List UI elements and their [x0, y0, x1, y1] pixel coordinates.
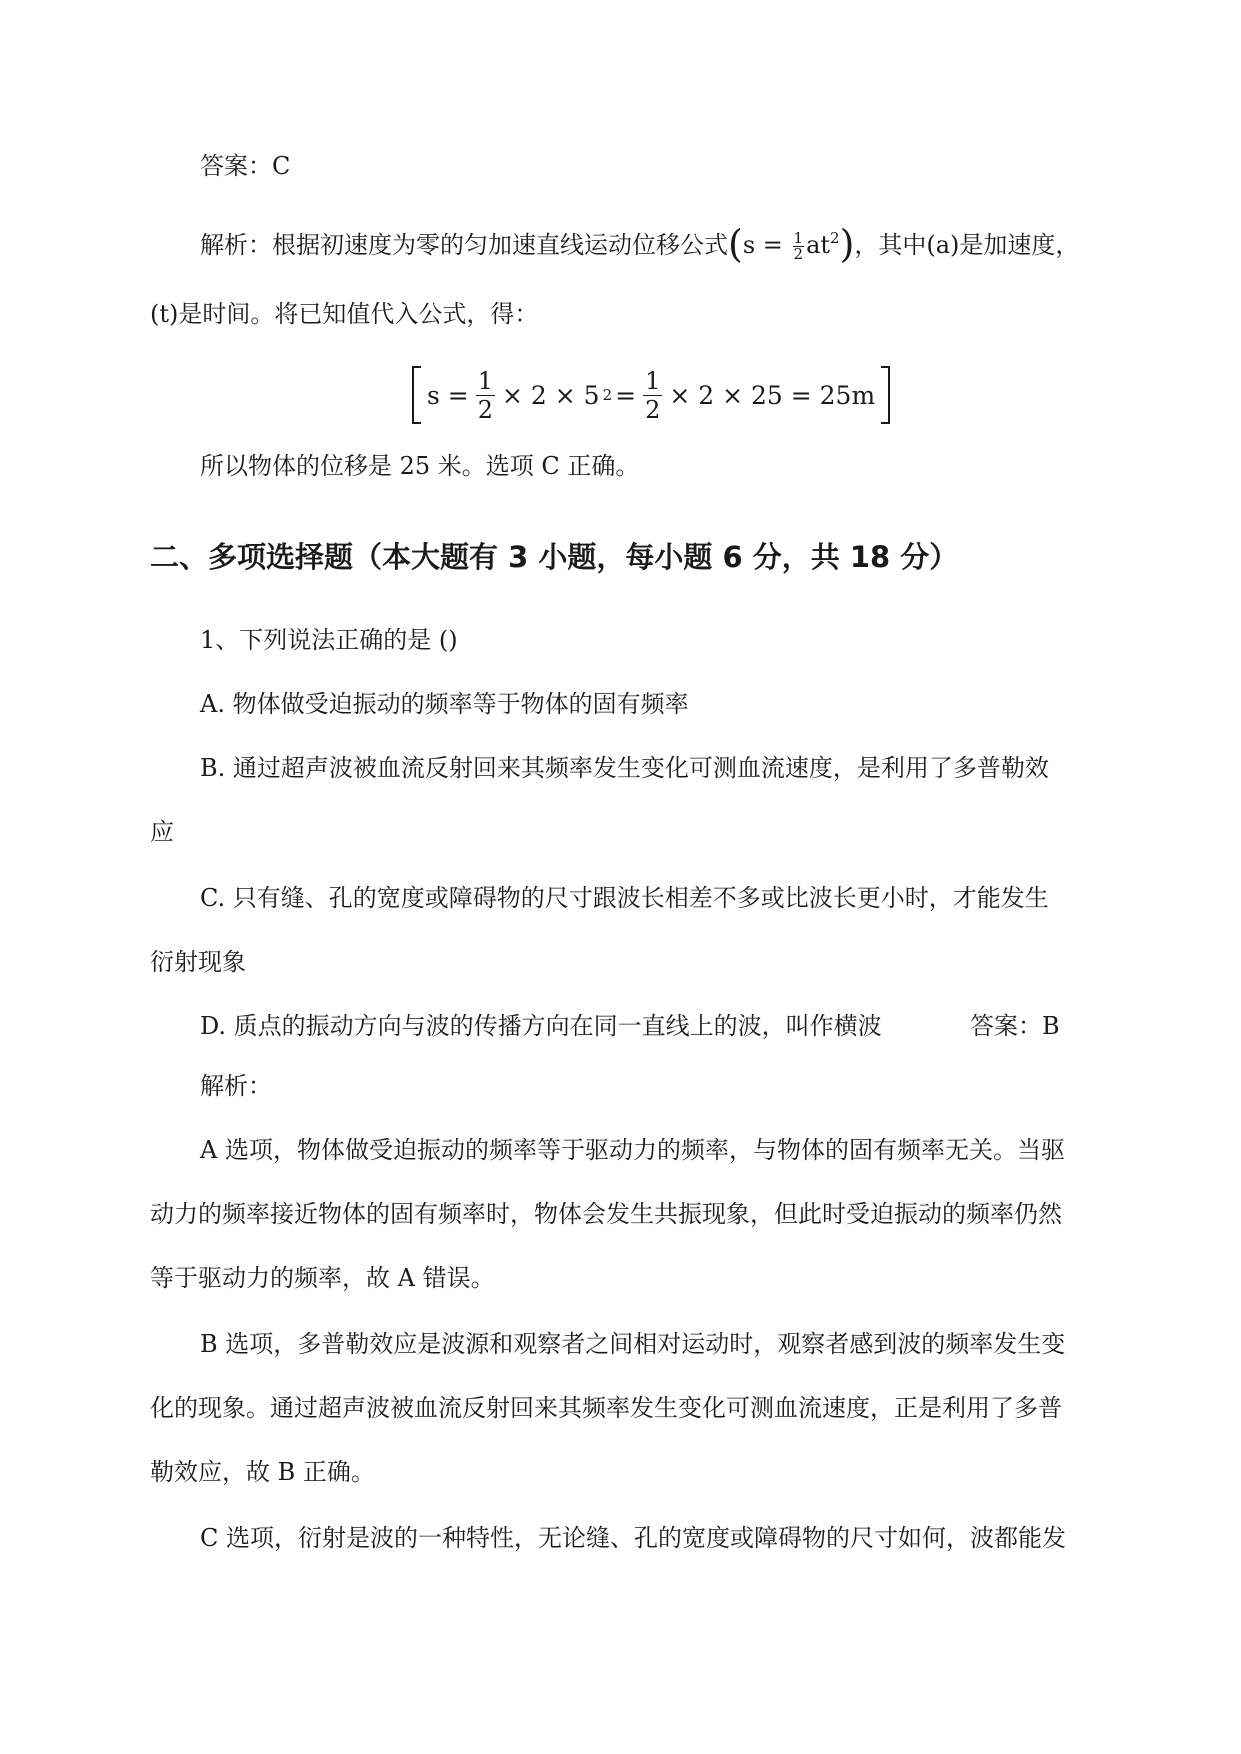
- equation-mid-1: × 2 × 5: [502, 380, 600, 410]
- question-stem: 1、下列说法正确的是 (): [200, 626, 458, 654]
- analysis-c-line-1: C 选项，衍射是波的一种特性，无论缝、孔的宽度或障碍物的尺寸如何，波都能发: [200, 1524, 1066, 1552]
- fraction-2-numerator: 1: [645, 366, 661, 395]
- section-heading: 二、多项选择题（本大题有 3 小题，每小题 6 分，共 18 分）: [150, 540, 959, 574]
- fraction-2-denominator: 2: [645, 395, 661, 424]
- analysis-after-formula: ，其中(a)是加速度，: [854, 231, 1080, 259]
- analysis-line-1: [200, 222, 1080, 266]
- open-paren: (: [728, 222, 743, 266]
- analysis-b-line-2: 化的现象。通过超声波被血流反射回来其频率发生变化可测血流速度，正是利用了多普: [150, 1394, 1062, 1422]
- equation-exponent: 2: [602, 386, 613, 404]
- equation-rhs: × 2 × 25 = 25m: [669, 380, 876, 410]
- analysis-a-line-2: 动力的频率接近物体的固有频率时，物体会发生共振现象，但此时受迫振动的频率仍然: [150, 1200, 1062, 1228]
- equation-equals: =: [615, 380, 637, 410]
- formula-exponent: 2: [830, 229, 840, 247]
- formula-numerator: 1: [793, 229, 804, 247]
- fraction-1-denominator: 2: [477, 395, 494, 424]
- analysis-2-label: 解析：: [200, 1072, 272, 1100]
- formula-fraction: [793, 231, 805, 262]
- analysis-b-line-1: B 选项，多普勒效应是波源和观察者之间相对运动时，观察者感到波的频率发生变: [200, 1330, 1066, 1358]
- option-c-line-1: C. 只有缝、孔的宽度或障碍物的尺寸跟波长相差不多或比波长更小时，才能发生: [200, 884, 1049, 912]
- conclusion-line: 所以物体的位移是 25 米。选项 C 正确。: [200, 452, 640, 480]
- equation-fraction-1: [476, 367, 495, 424]
- equation-lhs: s =: [427, 380, 469, 410]
- analysis-line-2: (t)是时间。将已知值代入公式，得：: [150, 300, 539, 328]
- analysis-a-line-3: 等于驱动力的频率，故 A 错误。: [150, 1264, 495, 1292]
- formula-at: at: [806, 231, 831, 259]
- option-c-line-2: 衍射现象: [150, 948, 246, 976]
- left-bracket: [412, 366, 421, 424]
- formula-s: s =: [742, 231, 791, 259]
- analysis-a-line-1: A 选项，物体做受迫振动的频率等于驱动力的频率，与物体的固有频率无关。当驱: [200, 1136, 1065, 1164]
- close-paren: ): [839, 222, 855, 266]
- option-b-line-2: 应: [150, 818, 174, 846]
- equation-fraction-2: [643, 367, 662, 424]
- option-b-line-1: B. 通过超声波被血流反射回来其频率发生变化可测血流速度，是利用了多普勒效: [200, 754, 1049, 782]
- display-equation: [412, 360, 890, 430]
- formula-denominator: 2: [793, 245, 804, 263]
- answer-b-label: 答案：B: [970, 1012, 1060, 1040]
- analysis-prefix: 解析：根据初速度为零的匀加速直线运动位移公式: [200, 231, 728, 259]
- analysis-b-line-3: 勒效应，故 B 正确。: [150, 1458, 375, 1486]
- option-d: D. 质点的振动方向与波的传播方向在同一直线上的波，叫作横波: [200, 1012, 882, 1040]
- answer-label: 答案：C: [200, 152, 291, 180]
- option-a: A. 物体做受迫振动的频率等于物体的固有频率: [200, 690, 689, 718]
- right-bracket: [881, 366, 890, 424]
- fraction-1-numerator: 1: [477, 366, 494, 395]
